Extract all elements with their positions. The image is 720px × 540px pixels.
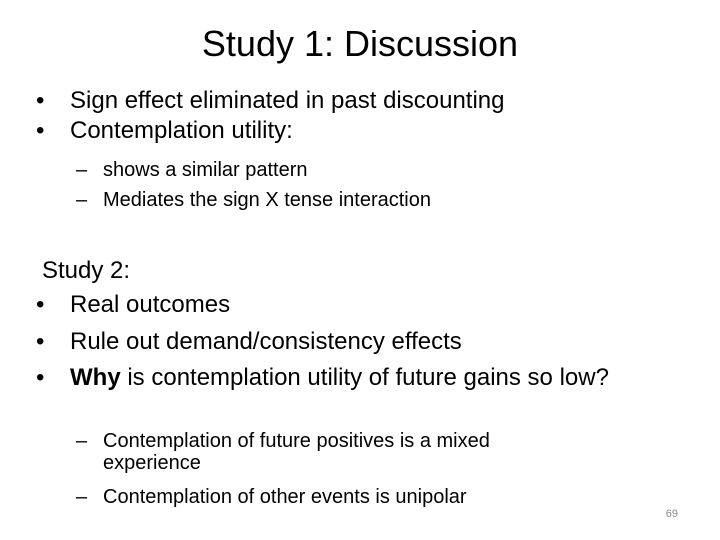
- subbullet-item: [76, 158, 308, 182]
- dash-marker: –: [76, 430, 88, 452]
- subbullet-item: [76, 188, 431, 212]
- bullet-item: [36, 291, 230, 319]
- slide-number: 69: [665, 508, 678, 520]
- bullet-marker: •: [36, 291, 45, 318]
- subbullet-item: [76, 430, 576, 474]
- bullet-marker: •: [36, 117, 45, 144]
- dash-marker: –: [76, 486, 88, 508]
- subbullet-text: Contemplation of future positives is a mixed experience: [103, 430, 490, 474]
- subbullet-text: Mediates the sign X tense interaction: [103, 189, 431, 211]
- subbullet-text: Contemplation of other events is unipolar: [103, 486, 467, 508]
- section-heading: Study 2:: [42, 257, 131, 284]
- bullet-text: Sign effect eliminated in past discounting: [70, 87, 505, 114]
- bullet-marker: •: [36, 364, 45, 391]
- bold-emphasis: Why: [70, 364, 121, 391]
- bullet-item: [36, 366, 676, 390]
- bullet-text-rest: is contemplation utility of future gains so low?: [120, 364, 609, 391]
- bullet-text: Real outcomes: [70, 291, 231, 318]
- subbullet-item: [76, 485, 467, 509]
- bullet-item: [36, 87, 505, 115]
- bullet-text: [36, 366, 676, 390]
- slide-title: Study 1: Discussion: [201, 23, 519, 64]
- bullet-marker: •: [36, 328, 45, 355]
- dash-marker: –: [76, 189, 88, 211]
- bullet-item: [36, 328, 462, 356]
- dash-marker: –: [76, 159, 88, 181]
- bullet-item: [36, 117, 293, 145]
- bullet-text: Rule out demand/consistency effects: [70, 328, 462, 355]
- bullet-text: Contemplation utility:: [70, 117, 293, 144]
- subbullet-text: shows a similar pattern: [103, 159, 308, 181]
- bullet-marker: •: [36, 87, 45, 114]
